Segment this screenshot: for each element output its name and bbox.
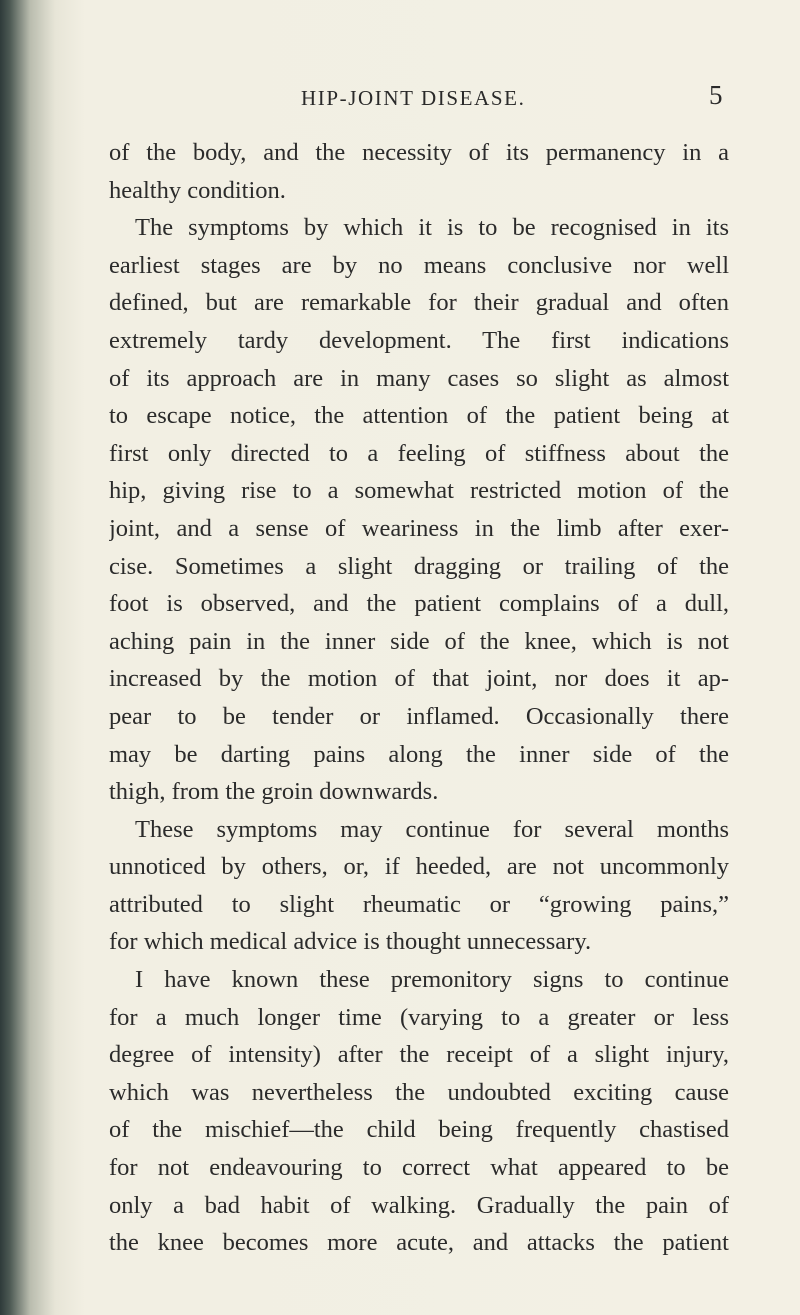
text-line: I have known these premonitory signs to continue: [135, 966, 729, 994]
page-header: [0, 80, 800, 116]
page-number: 5: [709, 80, 723, 110]
text-line: joint, and a sense of weariness in the limb after exer-: [109, 514, 729, 542]
text-line: of its approach are in many cases so slight as almost: [109, 364, 729, 392]
text-line: extremely tardy development. The first indications: [109, 326, 729, 354]
text-line: defined, but are remarkable for their gradual and often: [109, 289, 729, 317]
body-text: [109, 134, 729, 1262]
text-line: which was nevertheless the undoubted exciting cause: [109, 1078, 729, 1106]
text-line: the knee becomes more acute, and attacks the patient: [109, 1229, 729, 1257]
text-line: These symptoms may continue for several months: [135, 815, 729, 843]
running-head: HIP-JOINT DISEASE.: [301, 86, 526, 110]
text-line: aching pain in the inner side of the knee, which is not: [109, 627, 729, 655]
text-line: increased by the motion of that joint, nor does it ap-: [109, 665, 729, 693]
text-line: earliest stages are by no means conclusive nor well: [109, 251, 729, 279]
text-line: for not endeavouring to correct what appeared to be: [109, 1154, 729, 1182]
text-line: for a much longer time (varying to a greater or less: [109, 1003, 729, 1031]
text-line: hip, giving rise to a somewhat restricted motion of the: [109, 477, 729, 505]
text-line: pear to be tender or inflamed. Occasionally there: [109, 702, 729, 730]
text-line: cise. Sometimes a slight dragging or trailing of the: [109, 552, 729, 580]
text-line: to escape notice, the attention of the patient being at: [109, 402, 729, 430]
text-line: attributed to slight rheumatic or “growing pains,”: [109, 890, 729, 918]
text-line: only a bad habit of walking. Gradually the pain of: [109, 1191, 729, 1219]
text-line: of the body, and the necessity of its permanency in a: [109, 139, 729, 166]
text-line: may be darting pains along the inner side of the: [109, 740, 729, 768]
text-line: of the mischief—the child being frequently chastised: [109, 1116, 729, 1144]
text-line: for which medical advice is thought unnecessary.: [109, 928, 592, 956]
text-line: thigh, from the groin downwards.: [109, 778, 439, 806]
text-line: healthy condition.: [109, 176, 286, 204]
text-line: first only directed to a feeling of stiffness about the: [109, 439, 729, 467]
text-line: degree of intensity) after the receipt of a slight injury,: [109, 1041, 729, 1069]
text-line: The symptoms by which it is to be recognised in its: [135, 214, 729, 242]
text-line: foot is observed, and the patient complains of a dull,: [109, 590, 729, 618]
text-line: unnoticed by others, or, if heeded, are not uncommonly: [109, 853, 729, 881]
